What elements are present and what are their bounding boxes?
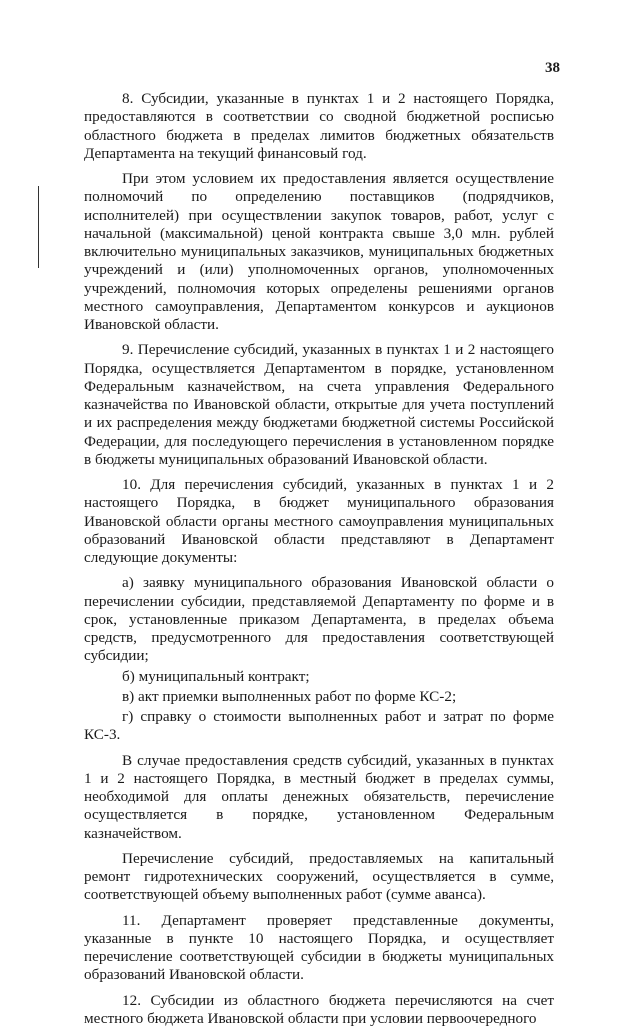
paragraph-8: 8. Субсидии, указанные в пунктах 1 и 2 настоящего Порядка, предоставляются в соответствии со сводной бюджетной росписью областного бюджета в пределах лимитов бюджетных обязательств Департамента на текущий финансовый год.: [84, 90, 554, 163]
list-item-b: б) муниципальный контракт;: [84, 668, 554, 686]
paragraph-11: 11. Департамент проверяет представленные документы, указанные в пункте 10 настоящего Порядка, и осуществляет перечисление соответствующей субсидии в бюджеты муниципальных образований Ивановской области.: [84, 912, 554, 985]
list-item-d: г) справку о стоимости выполненных работ и затрат по форме КС-3.: [84, 708, 554, 745]
paragraph-10-hydro: Перечисление субсидий, предоставляемых на капитальный ремонт гидротехнических сооружений, осуществляется в сумме, соответствующей объему выполненных работ (сумме аванса).: [84, 850, 554, 905]
paragraph-12: 12. Субсидии из областного бюджета перечисляются на счет местного бюджета Ивановской области при условии первоочередного: [84, 992, 554, 1028]
list-item-a: а) заявку муниципального образования Ивановской области о перечислении субсидии, представляемой Департаменту по форме и в срок, установленные приказом Департамента, в пределах объема средств, предусмотренного для предоставления соответствующей субсидии;: [84, 574, 554, 665]
paragraph-10: 10. Для перечисления субсидий, указанных в пунктах 1 и 2 настоящего Порядка, в бюджет муниципального образования Ивановской области органы местного самоуправления муниципальных образований Ивановской области представляют в Департамент следующие документы:: [84, 476, 554, 567]
margin-mark: [38, 186, 39, 268]
list-item-c: в) акт приемки выполненных работ по форме КС-2;: [84, 688, 554, 706]
page-number: 38: [545, 60, 560, 77]
paragraph-9: 9. Перечисление субсидий, указанных в пунктах 1 и 2 настоящего Порядка, осуществляется Департаментом в порядке, установленном Федеральным казначейством, на счета управления Федерального казначейства по Ивановской области, открытые для учета поступлений и их распределения между бюджетами бюджетной системы Российской Федерации, для последующего перечисления в установленном порядке в бюджеты муниципальных образований Ивановской области.: [84, 341, 554, 469]
document-body: [84, 90, 554, 1028]
paragraph-8-condition: При этом условием их предоставления является осуществление полномочий по определению поставщиков (подрядчиков, исполнителей) при осуществлении закупок товаров, работ, услуг с начальной (максимальной) ценой контракта свыше 3,0 млн. рублей включительно муниципальных заказчиков, муниципальных бюджетных учреждений и (или) уполномоченных органов, уполномоченных учреждений, полномочия которых определены решениями органов местного самоуправления, Департаментом конкурсов и аукционов Ивановской области.: [84, 170, 554, 334]
paragraph-10-local-budget: В случае предоставления средств субсидий, указанных в пунктах 1 и 2 настоящего Порядка, в местный бюджет в пределах суммы, необходимой для оплаты денежных обязательств, перечисление осуществляется в порядке, установленном Федеральным казначейством.: [84, 752, 554, 843]
